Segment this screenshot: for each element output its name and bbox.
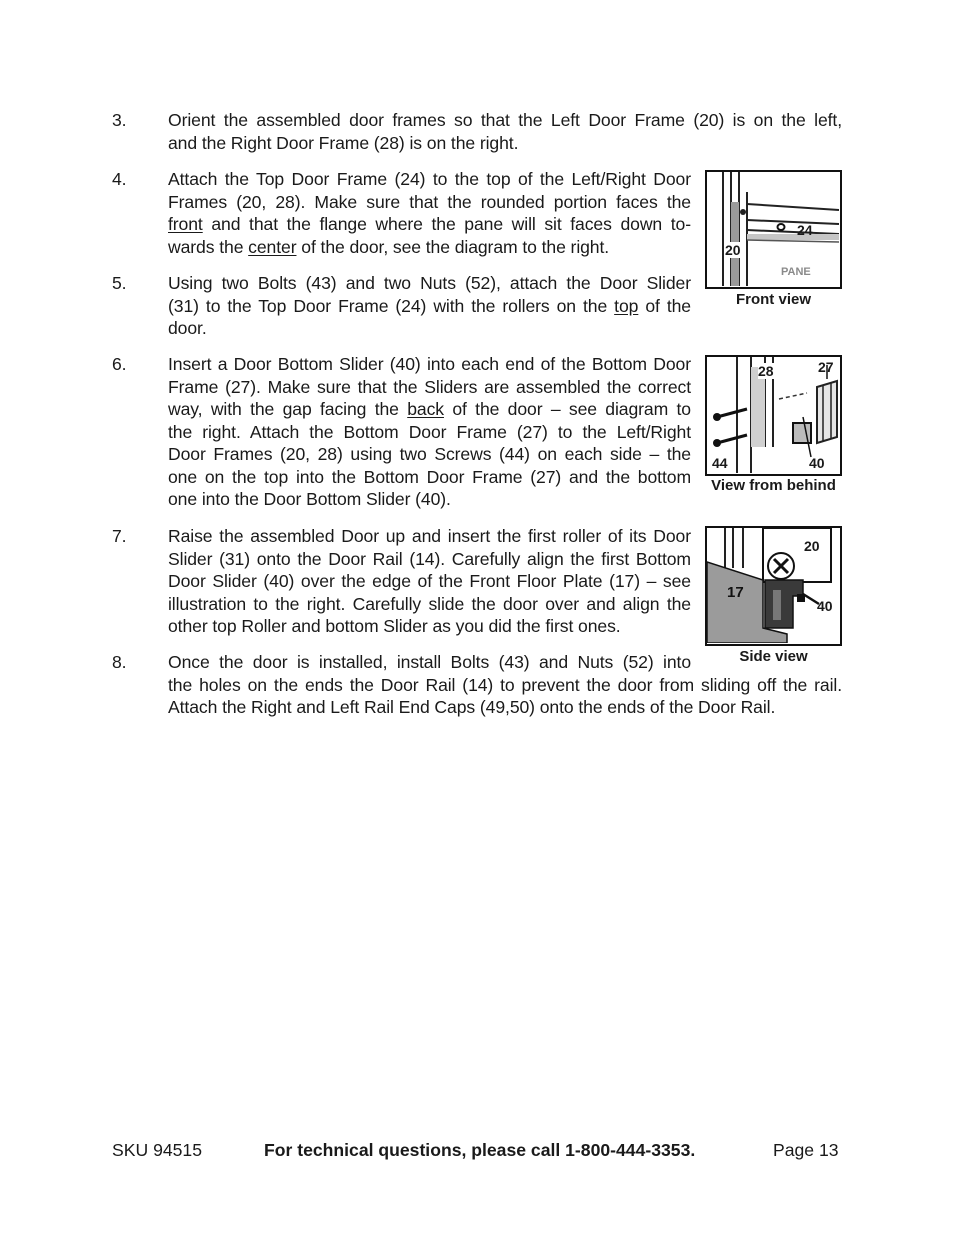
step-text-line: one into the Door Bottom Slider (40).	[168, 489, 451, 509]
step-text-line: Using two Bolts (43) and two Nuts (52), attach the Door Slider	[168, 273, 691, 293]
step-text-line: Attach the Top Door Frame (24) to the top of the Left/Right Door	[168, 169, 691, 189]
emphasis-back: back	[407, 399, 444, 419]
label-20: 20	[804, 538, 820, 554]
label-28: 28	[758, 363, 774, 379]
step-text-line: Orient the assembled door frames so that the Left Door Frame (20) is on the left,	[168, 110, 842, 130]
label-20: 20	[725, 242, 741, 258]
step-text-line: Door Slider (40) over the edge of the Front Floor Plate (17) – see	[168, 571, 691, 591]
front-view-caption: Front view	[735, 291, 811, 308]
step-text-line: and the Right Door Frame (28) is on the right.	[168, 132, 519, 153]
step-text-line: Slider (31) onto the Door Rail (14). Carefully align the first Bottom	[168, 548, 691, 569]
step-text-line: illustration to the right. Carefully slide the door over and align the	[168, 593, 691, 614]
step-text-line: Door Frames (20, 28) using two Screws (44) on each side – the	[168, 444, 691, 464]
step-text-line: Insert a Door Bottom Slider (40) into each end of the Bottom Door	[168, 354, 691, 374]
step-number: 5.	[112, 273, 127, 293]
footer-page-number: Page 13	[773, 1140, 839, 1160]
behind-view-figure	[705, 355, 842, 476]
side-view-caption: Side view	[739, 648, 808, 665]
step-number: 7.	[112, 526, 127, 546]
step-text-line: wards the center of the door, see the diagram to the right.	[168, 236, 610, 257]
step-text-line: front and that the flange where the pane will sit faces down to-	[168, 214, 691, 234]
step-text-line: way, with the gap facing the back of the door – see diagram to	[168, 399, 691, 419]
step-text-line: Attach the Right and Left Rail End Caps (49,50) onto the ends of the Door Rail.	[168, 697, 776, 717]
step-number: 8.	[112, 652, 127, 672]
step-text-line: the right. Attach the Bottom Door Frame (27) to the Left/Right	[168, 421, 691, 442]
label-pane: PANE	[781, 266, 811, 278]
step-text-line: Raise the assembled Door up and insert the first roller of its Door	[168, 526, 691, 546]
emphasis-center: center	[248, 236, 297, 257]
step-text-line: (31) to the Top Door Frame (24) with the rollers on the top of the	[168, 295, 691, 316]
step-number: 6.	[112, 354, 127, 374]
label-17: 17	[727, 584, 744, 601]
step-text-line: Frame (27). Make sure that the Sliders are assembled the correct	[168, 376, 691, 397]
step-number: 4.	[112, 169, 127, 189]
label-44: 44	[712, 455, 728, 471]
label-40: 40	[817, 598, 833, 614]
step-number: 3.	[112, 110, 127, 130]
emphasis-top: top	[614, 295, 639, 316]
step-text-line: the holes on the ends the Door Rail (14) to prevent the door from sliding off the rail.	[168, 674, 842, 695]
label-24: 24	[797, 222, 813, 238]
front-view-illustration	[707, 172, 839, 286]
step-text-line: Once the door is installed, install Bolts (43) and Nuts (52) into	[168, 652, 691, 672]
front-view-figure	[705, 170, 842, 289]
footer-support-line: For technical questions, please call 1-800-444-3353.	[264, 1140, 696, 1160]
step-text-line: other top Roller and bottom Slider as you did the first ones.	[168, 616, 621, 636]
label-27: 27	[818, 359, 834, 375]
emphasis-front: front	[168, 214, 203, 234]
step-text-line: Frames (20, 28). Make sure that the rounded portion faces the	[168, 191, 691, 212]
step-text-line: one on the top into the Bottom Door Frame (27) and the bottom	[168, 466, 691, 487]
label-40: 40	[809, 455, 825, 471]
step-text-line: door.	[168, 318, 207, 338]
behind-view-caption: View from behind	[711, 477, 836, 494]
footer-sku: SKU 94515	[112, 1140, 202, 1160]
side-view-figure	[705, 526, 842, 646]
